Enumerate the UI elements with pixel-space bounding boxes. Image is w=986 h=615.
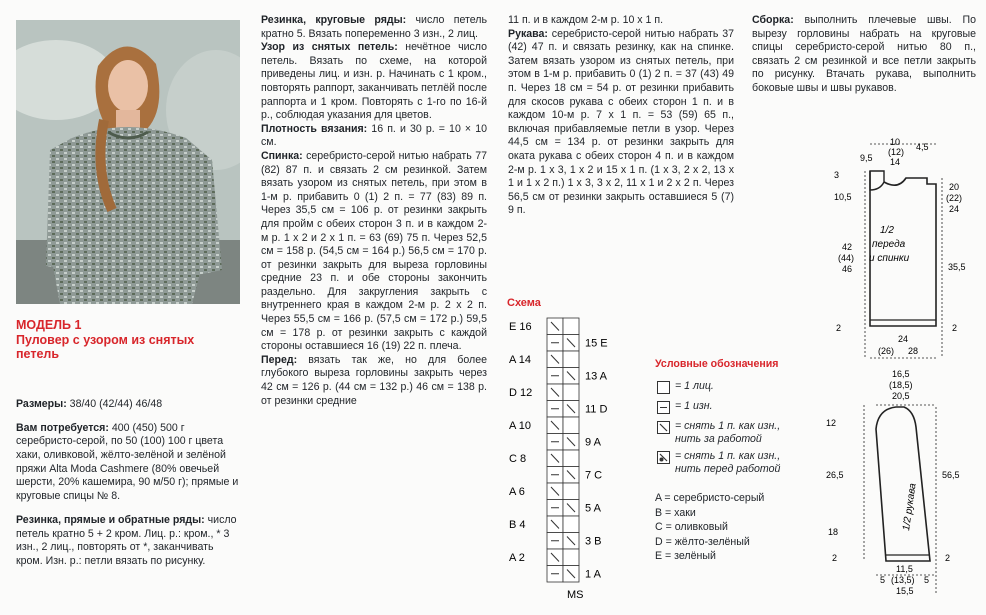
woman-sweater-illustration bbox=[16, 20, 240, 304]
model-number: МОДЕЛЬ 1 bbox=[16, 318, 82, 332]
body-label-front: переда bbox=[872, 239, 906, 250]
color-a: A = серебристо-серый bbox=[655, 492, 765, 504]
dim-4-5: 4,5 bbox=[916, 142, 929, 152]
scheme-right-labels bbox=[585, 338, 608, 581]
front-text: вязать так же, но для более глубокого выреза горловины закрыть через 42 см = 126 р. (44 см = 132 р.) 46 см = 138 р. от резинки средние bbox=[261, 353, 487, 407]
scheme-cell bbox=[563, 549, 579, 566]
dim-42: 42 bbox=[842, 242, 853, 252]
scheme-right-label: 11 D bbox=[585, 403, 608, 416]
bottom-dim-24: 24 bbox=[898, 334, 909, 344]
sleeve-dim-26-5: 26,5 bbox=[826, 470, 844, 480]
bottom-dim-28: 28 bbox=[908, 346, 919, 356]
materials-label: Вам потребуется: bbox=[16, 421, 109, 434]
sleeve-bottom-5-left: 5 bbox=[880, 575, 886, 585]
back-paragraph bbox=[261, 150, 487, 354]
model-name-cont: петель bbox=[16, 347, 60, 362]
back-text: серебристо-серой нитью набрать 77 (82) 87 п. и связать 2 см резинкой. Затем вязать узором из снятых петель, при этом в 1-м р. прибавить 0 (1) 2 п. = 77 (83) 89 п. Через 35,5 см = 106 р. от резинки закрыть для пройм с обеих сторон 3 п. и в каждом 2-м р. 1 х 2 и 2 х 1 п. = 63 (69) 75 п. Через 52,5 см = 158 р. (54,5 см = 164 р.) 56,5 см = 170 р. от резинки закрыть для выреза горловины средние 23 п. и обе стороны закончить раздельно. Для закругления закрыть с внутреннего края в каждом 2-м р. 2 х 2 п. Через 55,5 см = 166 р. (57,5 см = 172 р.) 59,5 см = 178 р. от резинки закрыть с каждой стороны оставшиеся 16 (19) 22 п. плеча. bbox=[261, 149, 487, 353]
scheme-left-label: A 14 bbox=[509, 354, 532, 366]
sleeve-top-18-5: (18,5) bbox=[889, 380, 913, 390]
dim-44: (44) bbox=[838, 253, 855, 263]
scheme-cell bbox=[563, 516, 579, 533]
sleeve-dim-2-right: 2 bbox=[945, 553, 951, 563]
model-name: Пуловер с узором из снятых bbox=[16, 332, 195, 347]
col4-text bbox=[752, 14, 976, 96]
col2-text bbox=[261, 14, 487, 408]
rib-round-paragraph bbox=[261, 14, 487, 41]
color-e: E = зелёный bbox=[655, 550, 716, 562]
color-d: D = жёлто-зелёный bbox=[655, 535, 750, 548]
scheme-title: Схема bbox=[507, 297, 541, 309]
rib-flat-label: Резинка, прямые и обратные ряды: bbox=[16, 513, 205, 526]
body-label-half: 1/2 bbox=[880, 225, 894, 236]
legend-title: Условные обозначения bbox=[655, 358, 779, 370]
sleeve-dim-2-left: 2 bbox=[832, 553, 838, 563]
sleeve-label: 1/2 рукава bbox=[901, 482, 919, 532]
body-pattern-diagram bbox=[820, 138, 980, 363]
assembly-text: выполнить плечевые швы. По вырезу горловины набрать на круговые спицы серебристо-серой нитью 80 п., связать 2 см резинкой и все петли закрыть по рисунку. Втачать рукава, выполнить боковые швы и швы рукавов. bbox=[752, 14, 976, 94]
scheme-cell bbox=[563, 483, 579, 500]
col1-text bbox=[16, 387, 242, 579]
legend-slip-front-line2: нить перед работой bbox=[675, 463, 781, 475]
legend-slip-front bbox=[655, 449, 805, 491]
bottom-dim-26: (26) bbox=[878, 346, 895, 356]
scheme-cell bbox=[563, 351, 579, 368]
scheme-left-label: D 12 bbox=[509, 387, 533, 399]
dim-10-5: 10,5 bbox=[834, 192, 852, 202]
dim-22: (22) bbox=[946, 193, 963, 203]
sleeve-label: Рукава: bbox=[508, 27, 548, 40]
dim-35-5: 35,5 bbox=[948, 262, 966, 272]
legend-knit bbox=[655, 379, 805, 399]
scheme-right-label: 9 A bbox=[585, 436, 601, 449]
top-dim-10: 10 bbox=[890, 138, 901, 147]
scheme-left-label: C 8 bbox=[509, 453, 527, 465]
slip-front-icon bbox=[657, 451, 670, 464]
gauge-paragraph bbox=[261, 123, 487, 150]
rib-flat-text: число петель кратно 5 + 2 кром. Лиц. р.: кром., * 3 изн., 2 лиц., повторять от *, заканчивать кром. Изн. р.: петли вязать по рисунку. bbox=[16, 513, 237, 567]
scheme-left-label: A 10 bbox=[509, 420, 532, 432]
scheme-right-label: 3 B bbox=[585, 535, 602, 548]
legend-purl-text: = 1 изн. bbox=[675, 400, 713, 412]
legend-purl bbox=[655, 399, 805, 419]
gauge-text: 16 п. и 30 р. = 10 × 10 см. bbox=[261, 122, 487, 149]
materials-text: 400 (450) 500 г серебристо-серой, по 50 (100) 100 г цвета хаки, оливковой, жёлто-зелёной и зелёной пряжи Alta Moda Cashmere (80% овечьей шерсти, 20% кашемира, 90 м/50 г); прямые и круговые спицы № 8. bbox=[16, 421, 239, 502]
sleeve-top-20-5: 20,5 bbox=[892, 391, 910, 401]
scheme-cell bbox=[563, 318, 579, 335]
sizes-text: 38/40 (42/44) 46/48 bbox=[66, 397, 163, 410]
slip-back-icon bbox=[657, 421, 670, 434]
top-dim-14: 14 bbox=[890, 157, 901, 167]
slip-pattern-text: нечётное число петель. Вязать по схеме, на которой приведены лиц. и изн. р. Начинать с 1 кром., повторять раппорт, заканчивать петлёй после раппорта и 1 кром. Повторять с 1-го по 16-й р., соблюдая указания для цветов. bbox=[261, 41, 487, 122]
scheme-cell bbox=[563, 384, 579, 401]
slip-pattern-paragraph bbox=[261, 41, 487, 123]
sleeve-bottom-13-5: (13,5) bbox=[891, 575, 915, 585]
sleeve-dim-12: 12 bbox=[826, 418, 837, 428]
scheme-right-label: 15 E bbox=[585, 337, 608, 350]
back-label: Спинка: bbox=[261, 149, 303, 162]
sleeve-top-16-5: 16,5 bbox=[892, 369, 910, 379]
rib-round-label: Резинка, круговые ряды: bbox=[261, 14, 407, 26]
top-dim-12: (12) bbox=[888, 147, 905, 157]
knitting-scheme bbox=[505, 292, 645, 612]
scheme-cell bbox=[563, 417, 579, 434]
sleeve-bottom-5-right: 5 bbox=[924, 575, 930, 585]
body-label-back: и спинки bbox=[869, 253, 910, 264]
knit-square-icon bbox=[657, 381, 670, 394]
gauge-label: Плотность вязания: bbox=[261, 122, 368, 135]
sleeve-dim-56-5: 56,5 bbox=[942, 470, 960, 480]
dim-3: 3 bbox=[834, 170, 840, 180]
assembly-paragraph bbox=[752, 14, 976, 96]
model-title bbox=[16, 318, 246, 362]
legend-slip-front-line1: = снять 1 п. как изн., bbox=[675, 450, 781, 462]
legend-slip-back-line1: = снять 1 п. как изн., bbox=[675, 420, 781, 432]
scheme-right-label: 7 C bbox=[585, 469, 603, 482]
scheme-left-labels bbox=[509, 321, 532, 564]
scheme-left-label: B 4 bbox=[509, 519, 526, 531]
scheme-ms-label: MS bbox=[567, 589, 584, 601]
front-paragraph bbox=[261, 354, 487, 408]
purl-square-icon bbox=[657, 401, 670, 414]
dim-2-left: 2 bbox=[836, 323, 842, 333]
sleeve-dim-18: 18 bbox=[828, 527, 839, 537]
sleeve-paragraph bbox=[508, 28, 734, 218]
slip-pattern-label: Узор из снятых петель: bbox=[261, 41, 398, 54]
rib-flat-paragraph bbox=[16, 514, 242, 568]
scheme-left-label: A 2 bbox=[509, 552, 525, 564]
sleeve-text: серебристо-серой нитью набрать 37 (42) 47 п. и связать резинку, как на спинке. Затем вязать узором из снятых петель, при этом в 1-м р. прибавить 0 (1) 2 п. = 37 (43) 49 п. Через 18 см = 54 р. от резинки прибавить для скосов рукава с обеих сторон 1 п. и в каждом 10-м р. 7 х 1 п. = 53 (59) 65 п., включая прибавляемые петли в узор. Через 44,5 см = 134 р. от резинки закрыть для оката рукава с обеих сторон 4 п. и в каждом 2-м р. 1 х 3, 1 х 2 и 15 х 1 п. (1 х 3, 2 х 2, 13 х 1 и 1 х 2 п.) 1 х 3, 3 х 2, 11 х 1 и 2 х 2 п. Через 56,5 см от резинки закрыть оставшиеся 5 (7) 9 п. bbox=[508, 27, 734, 217]
front-cont-paragraph: 11 п. и в каждом 2-м р. 10 х 1 п. bbox=[508, 14, 664, 26]
scheme-left-label: E 16 bbox=[509, 321, 532, 333]
dim-2-right: 2 bbox=[952, 323, 958, 333]
assembly-label: Сборка: bbox=[752, 14, 794, 26]
scheme-right-label: 1 A bbox=[585, 568, 601, 581]
legend-slip-back-line2: нить за работой bbox=[675, 433, 762, 445]
color-c: C = оливковый bbox=[655, 521, 728, 533]
model-photo bbox=[16, 20, 240, 304]
dim-46: 46 bbox=[842, 264, 853, 274]
legend bbox=[655, 358, 805, 564]
rib-round-text: число петель кратно 5. Вязать попеременно 3 изн., 2 лиц. bbox=[261, 14, 487, 40]
scheme-left-label: A 6 bbox=[509, 486, 525, 498]
scheme-cell bbox=[563, 450, 579, 467]
dim-24: 24 bbox=[949, 204, 960, 214]
scheme-grid bbox=[547, 318, 579, 582]
front-label: Перед: bbox=[261, 353, 298, 366]
color-b: B = хаки bbox=[655, 506, 696, 519]
legend-knit-text: = 1 лиц. bbox=[675, 380, 714, 392]
sleeve-bottom-11-5: 11,5 bbox=[896, 564, 913, 574]
scheme-right-label: 5 A bbox=[585, 502, 601, 515]
materials-paragraph bbox=[16, 422, 242, 504]
scheme-right-label: 13 A bbox=[585, 370, 608, 383]
sleeve-pattern-diagram bbox=[818, 365, 978, 613]
sleeve-bottom-15-5: 15,5 bbox=[896, 586, 914, 596]
color-key bbox=[655, 491, 805, 564]
sizes-label: Размеры: bbox=[16, 397, 67, 410]
col3-text bbox=[508, 14, 734, 218]
dim-20: 20 bbox=[949, 182, 960, 192]
legend-slip-back bbox=[655, 419, 805, 449]
dim-9-5: 9,5 bbox=[860, 153, 873, 163]
sizes-paragraph bbox=[16, 398, 242, 412]
